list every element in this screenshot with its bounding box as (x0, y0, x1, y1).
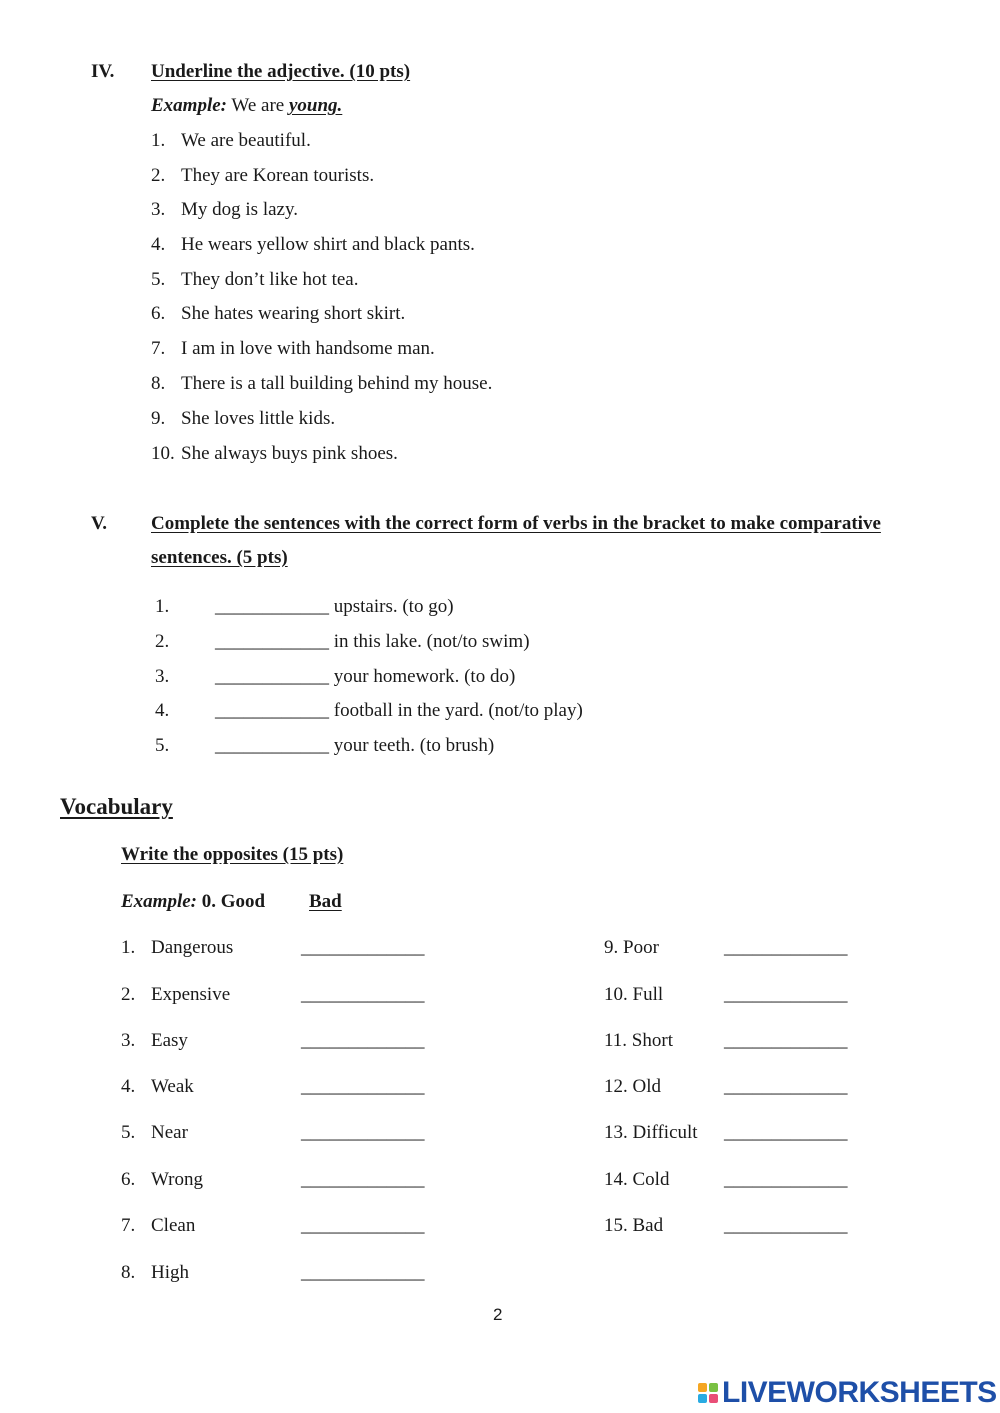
logo-icon (698, 1383, 718, 1403)
example-answer: Bad (309, 891, 342, 912)
list-item: 1. ____________ upstairs. (to go) (155, 596, 454, 617)
list-item: 3. My dog is lazy. (151, 199, 298, 220)
list-item: 14. Cold (604, 1169, 670, 1190)
list-item: 10. Full (604, 984, 664, 1005)
section-iv-number: IV. (91, 61, 115, 82)
example-answer: young. (288, 95, 343, 116)
list-item: 6. She hates wearing short skirt. (151, 303, 406, 324)
list-item: 7. Clean (121, 1215, 196, 1236)
list-item: 2. They are Korean tourists. (151, 165, 375, 186)
example-label: Example: (151, 95, 227, 116)
answer-blank[interactable]: ____________ (215, 735, 329, 756)
answer-blank[interactable]: _____________ (724, 1030, 848, 1051)
list-item: 4. He wears yellow shirt and black pants. (151, 234, 475, 255)
list-item: 4. Weak (121, 1076, 194, 1097)
list-item: 8. There is a tall building behind my house. (151, 373, 493, 394)
section-v-title-line2: sentences. (5 pts) (151, 547, 288, 568)
list-item: 8. High (121, 1262, 189, 1283)
page-number: 2 (493, 1305, 503, 1324)
list-item: 1. We are beautiful. (151, 130, 311, 151)
vocabulary-heading: Vocabulary (60, 794, 173, 819)
answer-blank[interactable]: _____________ (724, 984, 848, 1005)
example-text: We are (231, 95, 285, 116)
list-item: 4. ____________ football in the yard. (not/to play) (155, 700, 583, 721)
vocabulary-example (121, 891, 265, 913)
answer-blank[interactable]: ____________ (215, 596, 329, 617)
list-item: 9. She loves little kids. (151, 408, 336, 429)
answer-blank[interactable]: _____________ (724, 937, 848, 958)
list-item: 11. Short (604, 1030, 673, 1051)
answer-blank[interactable]: _____________ (301, 1215, 425, 1236)
answer-blank[interactable]: _____________ (301, 1169, 425, 1190)
answer-blank[interactable]: _____________ (724, 1215, 848, 1236)
list-item: 9. Poor (604, 937, 659, 958)
section-v-title-line1: Complete the sentences with the correct form of verbs in the bracket to make comparative (151, 513, 881, 534)
answer-blank[interactable]: _____________ (301, 1076, 425, 1097)
list-item: 15. Bad (604, 1215, 664, 1236)
list-item: 12. Old (604, 1076, 661, 1097)
list-item: 2. ____________ in this lake. (not/to swim) (155, 631, 530, 652)
section-iv-title: Underline the adjective. (10 pts) (151, 61, 411, 82)
answer-blank[interactable]: _____________ (301, 1122, 425, 1143)
list-item: 3. Easy (121, 1030, 188, 1051)
answer-blank[interactable]: _____________ (301, 984, 425, 1005)
answer-blank[interactable]: ____________ (215, 700, 329, 721)
list-item: 5. ____________ your teeth. (to brush) (155, 735, 495, 756)
list-item: 1. Dangerous (121, 937, 234, 958)
example-label: Example: (121, 891, 197, 912)
list-item: 3. ____________ your homework. (to do) (155, 666, 516, 687)
answer-blank[interactable]: _____________ (301, 1262, 425, 1283)
example-word: 0. Good (201, 891, 266, 912)
section-v-number: V. (91, 513, 108, 534)
list-item: 7. I am in love with handsome man. (151, 338, 435, 359)
answer-blank[interactable]: _____________ (301, 1030, 425, 1051)
answer-blank[interactable]: _____________ (724, 1076, 848, 1097)
liveworksheets-logo[interactable] (698, 1378, 997, 1408)
list-item: 5. They don’t like hot tea. (151, 269, 359, 290)
answer-blank[interactable]: _____________ (724, 1122, 848, 1143)
list-item: 5. Near (121, 1122, 188, 1143)
list-item: 10. She always buys pink shoes. (151, 443, 398, 464)
list-item: 2. Expensive (121, 984, 231, 1005)
answer-blank[interactable]: _____________ (724, 1169, 848, 1190)
list-item: 13. Difficult (604, 1122, 698, 1143)
section-iv-example (151, 95, 342, 117)
answer-blank[interactable]: ____________ (215, 666, 329, 687)
list-item: 6. Wrong (121, 1169, 203, 1190)
answer-blank[interactable]: ____________ (215, 631, 329, 652)
answer-blank[interactable]: _____________ (301, 937, 425, 958)
logo-text: LIVEWORKSHEETS (722, 1376, 997, 1409)
vocabulary-instruction: Write the opposites (15 pts) (121, 844, 344, 865)
